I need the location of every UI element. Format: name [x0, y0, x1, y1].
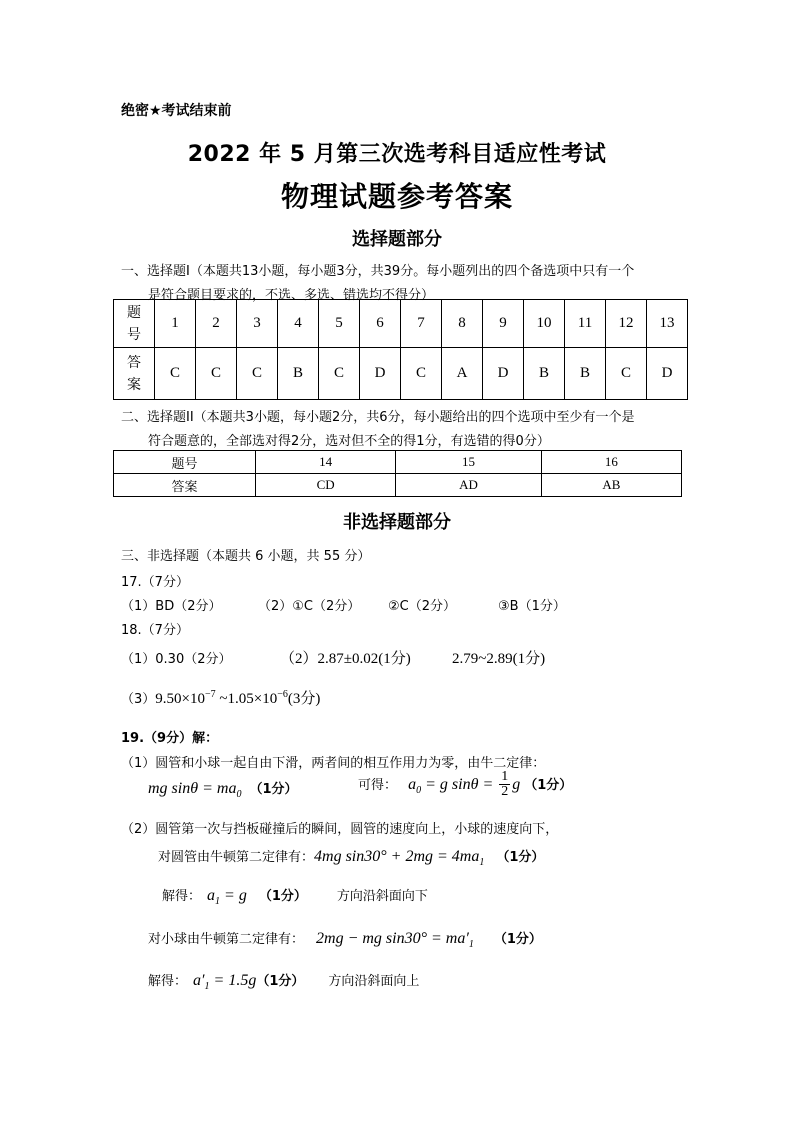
question-number: 4 [278, 300, 319, 348]
q19-equation-1b: 可得： $a_0 = g$ sinθ = $\frac{1}{2}$ g （1分） [358, 769, 573, 799]
q18-heading: 18.（7分） [121, 623, 189, 638]
question-number-header: 题 号 [114, 300, 155, 348]
q17-answer-3: ②C（2分） [388, 599, 457, 614]
answer-cell: C [155, 348, 196, 400]
answer-cell: C [237, 348, 278, 400]
question-number: 12 [606, 300, 647, 348]
q19-equation-4: 对小球由牛顿第二定律有： 2mg − mg $\sin 30^\circ = ma'_1$ （1分） [148, 930, 542, 951]
answer-cell: C [401, 348, 442, 400]
q19-paragraph-1: （1）圆管和小球一起自由下滑，两者间的相互作用力为零，由牛二定律： [121, 756, 546, 771]
part1-instructions-line1: 一、选择题I（本题共13小题，每小题3分，共39分。每小题列出的四个备选项中只有一个 [121, 264, 635, 279]
q18-answer-1: （1）0.30（2分） [121, 652, 232, 667]
question-number: 8 [442, 300, 483, 348]
q19-heading: 19.（9分）解： [121, 731, 219, 746]
table-row [114, 451, 682, 474]
part2-instructions-line1: 二、选择题II（本题共3小题，每小题2分，共6分，每小题给出的四个选项中至少有一个是 [121, 410, 635, 425]
q17-heading: 17.（7分） [121, 575, 189, 590]
answer-cell: C [319, 348, 360, 400]
q19-equation-3: 解得： $a_1 = g$ （1分） 方向沿斜面向下 [162, 887, 428, 908]
part2-answer-table [113, 450, 682, 497]
answer-cell: D [360, 348, 401, 400]
answer-cell: C [196, 348, 237, 400]
question-number: 15 [396, 451, 542, 474]
question-number: 14 [256, 451, 396, 474]
part1-answer-table [113, 299, 688, 400]
question-number: 9 [483, 300, 524, 348]
table-row [114, 300, 688, 348]
answer-cell: A [442, 348, 483, 400]
part3-instructions: 三、非选择题（本题共 6 小题，共 55 分） [121, 549, 371, 564]
q17-answer-2: （2）①C（2分） [258, 599, 361, 614]
question-number: 11 [565, 300, 606, 348]
q19-paragraph-2: （2）圆管第一次与挡板碰撞后的瞬间，圆管的速度向上，小球的速度向下， [121, 822, 559, 837]
question-number: 6 [360, 300, 401, 348]
part1-instructions-line2: 是符合题目要求的，不选、多选、错选均不得分） [148, 288, 435, 303]
answer-cell: AD [396, 474, 542, 497]
document-title: 物理试题参考答案 [280, 180, 513, 213]
answer-header: 答案 [114, 474, 256, 497]
nonchoice-section-heading: 非选择题部分 [343, 512, 451, 533]
question-number: 10 [524, 300, 565, 348]
answer-cell: D [647, 348, 688, 400]
question-number: 3 [237, 300, 278, 348]
question-number: 7 [401, 300, 442, 348]
confidential-label: 绝密★考试结束前 [121, 103, 232, 119]
question-number-header: 题号 [114, 451, 256, 474]
question-number: 1 [155, 300, 196, 348]
part2-instructions-line2: 符合题意的，全部选对得2分，选对但不全的得1分，有选错的得0分） [148, 434, 550, 449]
choice-section-heading: 选择题部分 [352, 229, 442, 250]
answer-cell: CD [256, 474, 396, 497]
table-row [114, 348, 688, 400]
question-number: 16 [541, 451, 681, 474]
q18-answer-3: 2.79~2.89(1分) [452, 651, 546, 667]
q19-equation-2: 对圆管由牛顿第二定律有：4mg $\sin 30^\circ + 2mg = 4ma_1$ （1分） [158, 848, 545, 869]
answer-cell: D [483, 348, 524, 400]
fraction-one-half: $\frac{1}{2}$ [501, 769, 509, 799]
q18-answer-2: （2）2.87±0.02(1分) [280, 651, 411, 667]
q18-answer-4: $(3)9.50\times 10^{-7}$ $\sim 1.05\times 10^{-6}(3$分) [121, 689, 321, 707]
answer-cell: AB [541, 474, 681, 497]
question-number: 5 [319, 300, 360, 348]
answer-header: 答 案 [114, 348, 155, 400]
question-number: 2 [196, 300, 237, 348]
q17-answer-4: ③B（1分） [498, 599, 566, 614]
question-number: 13 [647, 300, 688, 348]
answer-cell: B [278, 348, 319, 400]
answer-cell: B [565, 348, 606, 400]
answer-cell: B [524, 348, 565, 400]
table-row [114, 474, 682, 497]
q19-equation-1: mg $\sin\theta = ma_0$ （1分） [148, 780, 298, 801]
exam-title: 2022 年 5 月第三次选考科目适应性考试 [187, 142, 607, 167]
q17-answer-1: （1）BD（2分） [121, 599, 222, 614]
answer-cell: C [606, 348, 647, 400]
q19-equation-5: 解得： $a'_1 = 1.5g(1$分） 方向沿斜面向上 [148, 972, 420, 993]
